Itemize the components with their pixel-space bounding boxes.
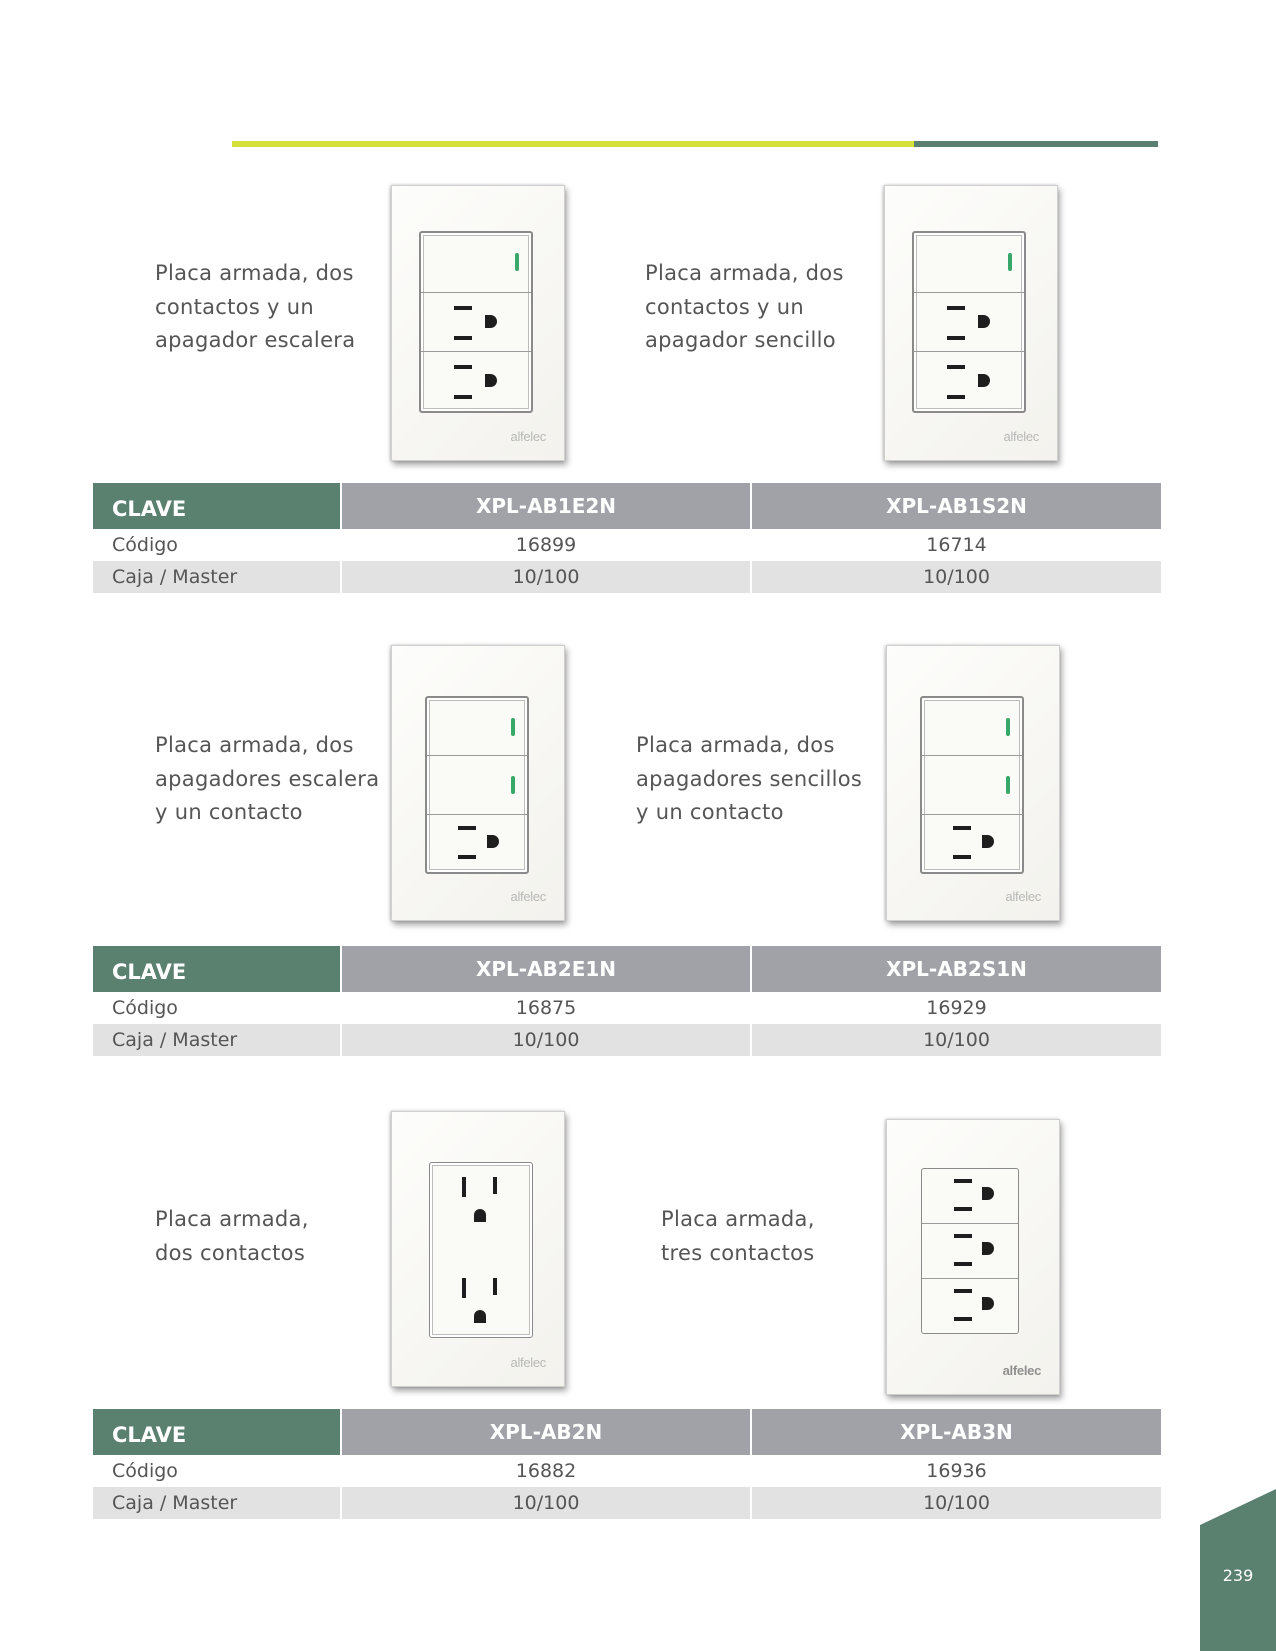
row-label: Código	[112, 997, 178, 1019]
switch-module	[922, 756, 1022, 814]
clave-header: CLAVE	[93, 483, 341, 529]
outlet-module	[922, 815, 1022, 872]
outlet-module	[922, 1224, 1018, 1279]
outlet-icon	[474, 1209, 486, 1222]
switch-module	[922, 698, 1022, 756]
outlet-icon	[982, 1187, 994, 1200]
switch-module	[914, 233, 1024, 293]
caja-master-value: 10/100	[751, 561, 1161, 593]
indicator-light-icon	[1006, 776, 1010, 794]
indicator-light-icon	[1008, 253, 1012, 271]
outlet-icon	[485, 374, 497, 387]
switch-module	[421, 233, 531, 293]
brand-logo: alfelec	[1003, 429, 1039, 444]
indicator-light-icon	[1006, 718, 1010, 736]
codigo-value: 16929	[751, 992, 1161, 1024]
outlet-module	[427, 815, 527, 872]
product-description: Placa armada, dos contactos	[155, 1207, 309, 1265]
indicator-light-icon	[511, 718, 515, 736]
caja-master-value: 10/100	[341, 1487, 751, 1519]
top-rule-yellow	[232, 141, 914, 147]
row-label: Caja / Master	[93, 1024, 341, 1056]
caja-master-value: 10/100	[341, 561, 751, 593]
outlet-icon	[474, 1310, 486, 1323]
outlet-module	[922, 1279, 1018, 1333]
product-description: Placa armada, dos contactos y un apagador sencillo	[645, 261, 844, 352]
outlet-module	[914, 293, 1024, 353]
brand-logo: alfelec	[510, 429, 546, 444]
spec-table	[93, 1409, 1161, 1519]
row-label: Caja / Master	[93, 561, 341, 593]
model-code: XPL-AB3N	[751, 1409, 1161, 1455]
codigo-value: 16882	[341, 1455, 751, 1487]
codigo-value: 16936	[751, 1455, 1161, 1487]
brand-logo: alfelec	[510, 1355, 546, 1370]
outlet-module	[914, 352, 1024, 411]
wall-plate-image	[886, 645, 1060, 921]
brand-logo: alfelec	[1002, 1363, 1041, 1378]
outlet-icon	[485, 315, 497, 328]
model-code: XPL-AB2E1N	[341, 946, 751, 992]
top-rule-green	[914, 141, 1158, 147]
outlet-icon	[978, 374, 990, 387]
product-description: Placa armada, tres contactos	[661, 1207, 815, 1265]
caja-master-value: 10/100	[341, 1024, 751, 1056]
product-description: Placa armada, dos apagadores escalera y un contacto	[155, 733, 380, 824]
outlet-icon	[982, 1242, 994, 1255]
model-code: XPL-AB1S2N	[751, 483, 1161, 529]
model-code: XPL-AB2S1N	[751, 946, 1161, 992]
model-code: XPL-AB1E2N	[341, 483, 751, 529]
brand-logo: alfelec	[510, 889, 546, 904]
row-label: Código	[112, 534, 178, 556]
page-number: 239	[1222, 1566, 1254, 1585]
codigo-value: 16899	[341, 529, 751, 561]
switch-module	[427, 698, 527, 756]
codigo-value: 16714	[751, 529, 1161, 561]
outlet-module	[922, 1169, 1018, 1224]
spec-table	[93, 946, 1161, 1056]
outlet-module	[421, 293, 531, 353]
wall-plate-image	[886, 1119, 1060, 1395]
wall-plate-image	[391, 645, 565, 921]
spec-table	[93, 483, 1161, 593]
outlet-icon	[978, 315, 990, 328]
wall-plate-image	[884, 185, 1058, 461]
wall-plate-image	[391, 185, 565, 461]
model-code: XPL-AB2N	[341, 1409, 751, 1455]
indicator-light-icon	[515, 253, 519, 271]
indicator-light-icon	[511, 776, 515, 794]
outlet-icon	[982, 835, 994, 848]
clave-header: CLAVE	[93, 1409, 341, 1455]
product-description: Placa armada, dos apagadores sencillos y un contacto	[636, 733, 863, 824]
brand-logo: alfelec	[1005, 889, 1041, 904]
caja-master-value: 10/100	[751, 1487, 1161, 1519]
outlet-module	[421, 352, 531, 411]
codigo-value: 16875	[341, 992, 751, 1024]
outlet-icon	[982, 1297, 994, 1310]
row-label: Código	[112, 1460, 178, 1482]
clave-header: CLAVE	[93, 946, 341, 992]
outlet-icon	[487, 835, 499, 848]
wall-plate-image	[391, 1111, 565, 1387]
caja-master-value: 10/100	[751, 1024, 1161, 1056]
product-description: Placa armada, dos contactos y un apagador escalera	[155, 261, 356, 352]
switch-module	[427, 756, 527, 814]
duplex-outlet-module	[430, 1163, 532, 1337]
row-label: Caja / Master	[93, 1487, 341, 1519]
